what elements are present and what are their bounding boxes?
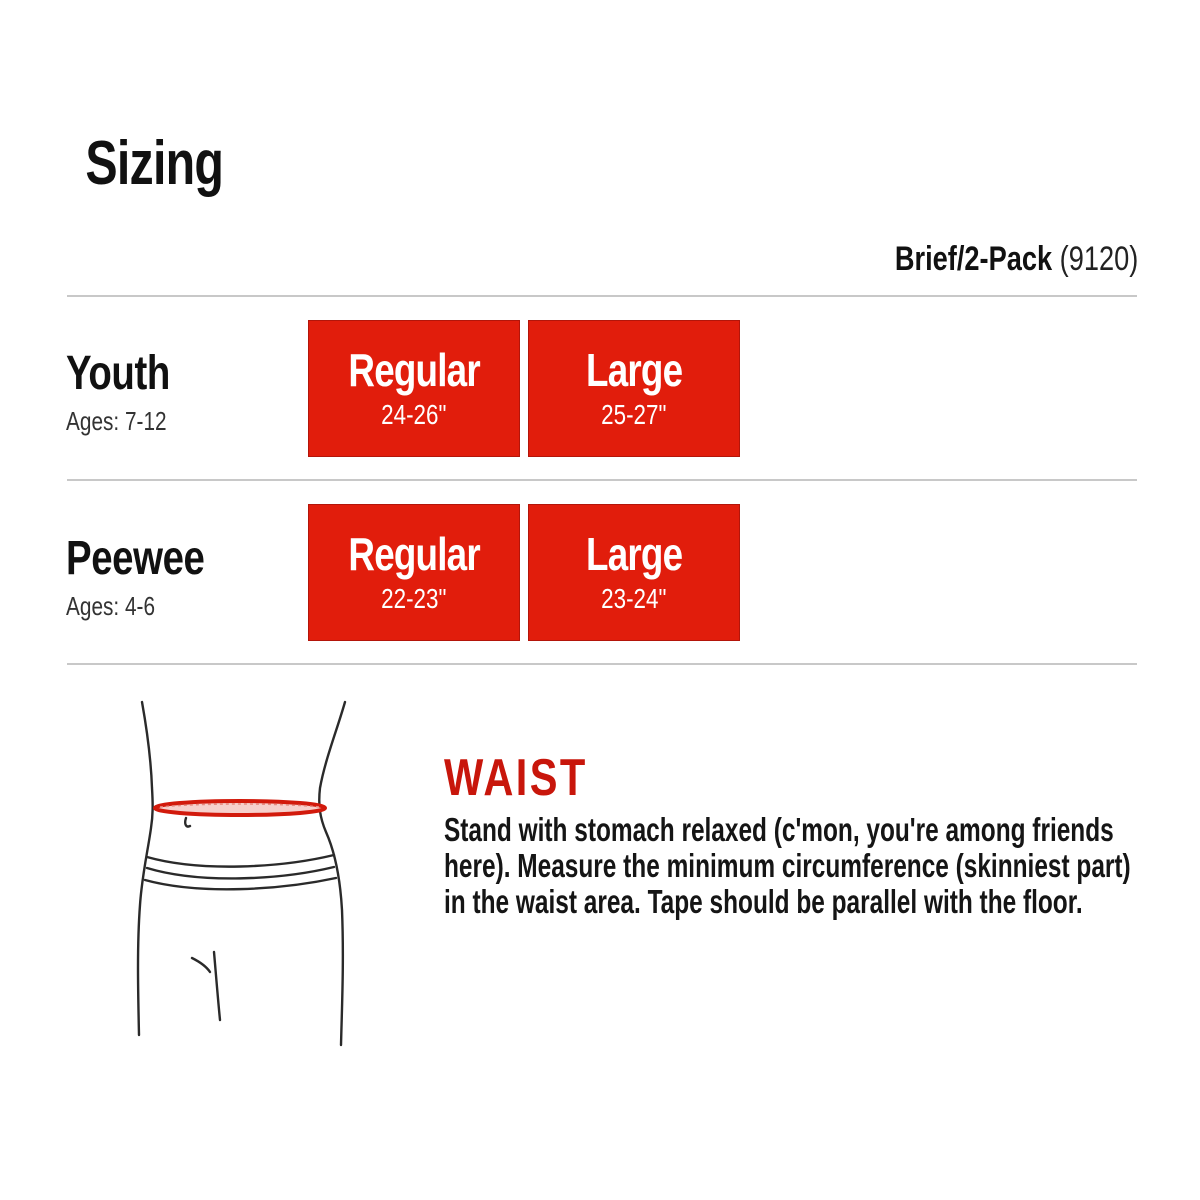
size-name: Large [585, 344, 683, 396]
size-range: 23-24" [601, 583, 667, 614]
product-name: Brief/2-Pack [894, 240, 1052, 278]
size-group-ages: Ages: 4-6 [66, 591, 156, 621]
product-code: (9120) [1059, 240, 1138, 278]
size-range: 25-27" [601, 399, 667, 430]
size-name: Large [585, 528, 683, 580]
size-option-youth-large [528, 320, 740, 457]
waist-measurement-figure-icon [120, 690, 370, 1060]
size-option-youth-regular [308, 320, 520, 457]
divider-top [67, 295, 1137, 297]
waist-instruction-line: in the waist area. Tape should be parallel with the floor. [444, 883, 1083, 920]
size-group-name: Youth [66, 347, 170, 400]
size-name: Regular [348, 528, 480, 580]
waist-instruction-line: here). Measure the minimum circumference (skinniest part) [444, 847, 1131, 884]
size-range: 22-23" [381, 583, 447, 614]
size-option-peewee-regular [308, 504, 520, 641]
size-group-name: Peewee [66, 532, 205, 585]
size-option-peewee-large [528, 504, 740, 641]
size-group-ages: Ages: 7-12 [66, 406, 167, 436]
size-name: Regular [348, 344, 480, 396]
divider-middle [67, 479, 1137, 481]
waist-instructions [444, 812, 1200, 920]
page-title: Sizing [85, 129, 224, 198]
waist-instruction-line: Stand with stomach relaxed (c'mon, you're among friends [444, 811, 1114, 848]
divider-bottom [67, 663, 1137, 665]
product-label [895, 240, 1138, 279]
waist-heading: WAIST [444, 749, 588, 807]
size-group-peewee [66, 532, 239, 622]
size-range: 24-26" [381, 399, 447, 430]
size-group-youth [66, 347, 196, 437]
